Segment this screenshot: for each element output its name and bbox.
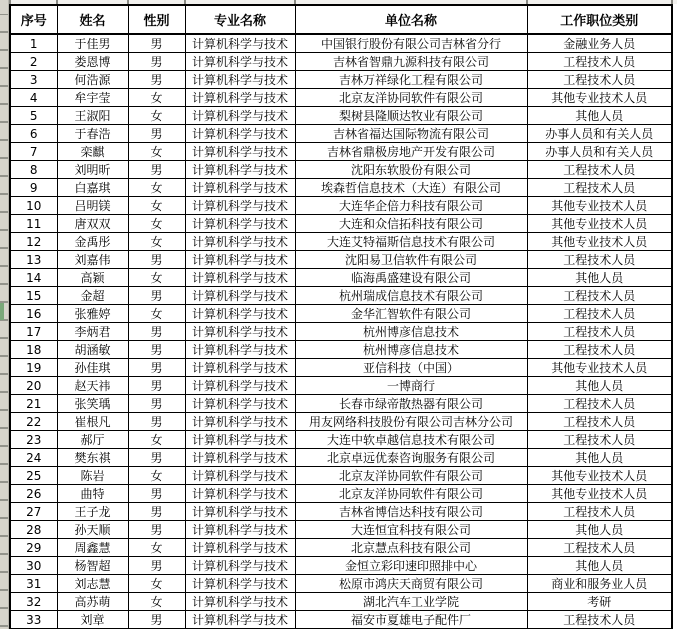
cell-job-category[interactable]: 考研	[527, 593, 672, 611]
cell-name[interactable]: 曲特	[57, 485, 128, 503]
cell-index[interactable]: 21	[10, 395, 57, 413]
cell-index[interactable]: 29	[10, 539, 57, 557]
cell-major[interactable]: 计算机科学与技术	[185, 143, 295, 161]
cell-employer[interactable]: 北京友洋协同软件有限公司	[295, 467, 527, 485]
table-row	[10, 215, 672, 233]
cell-index[interactable]: 15	[10, 287, 57, 305]
cell-name[interactable]: 杨智超	[57, 557, 128, 575]
cell-major[interactable]: 计算机科学与技术	[185, 197, 295, 215]
table-row	[10, 539, 672, 557]
cell-index[interactable]: 14	[10, 269, 57, 287]
cell-job-category[interactable]: 其他人员	[527, 377, 672, 395]
cell-index[interactable]: 31	[10, 575, 57, 593]
col-header-name[interactable]: 姓名	[57, 5, 128, 34]
cell-gender[interactable]: 女	[128, 143, 185, 161]
cell-index[interactable]: 10	[10, 197, 57, 215]
cell-employer[interactable]: 长春市绿帝散热器有限公司	[295, 395, 527, 413]
cell-employer[interactable]: 用友网络科技股份有限公司吉林分公司	[295, 413, 527, 431]
cell-index[interactable]: 28	[10, 521, 57, 539]
cell-name[interactable]: 孙天顺	[57, 521, 128, 539]
cell-name[interactable]: 高苏萌	[57, 593, 128, 611]
cell-major[interactable]: 计算机科学与技术	[185, 305, 295, 323]
cell-major[interactable]: 计算机科学与技术	[185, 71, 295, 89]
cell-employer[interactable]: 杭州博彦信息技术	[295, 323, 527, 341]
cell-major[interactable]: 计算机科学与技术	[185, 359, 295, 377]
cell-index[interactable]: 5	[10, 107, 57, 125]
table-row	[10, 593, 672, 611]
cell-index[interactable]: 3	[10, 71, 57, 89]
cell-job-category[interactable]: 商业和服务业人员	[527, 575, 672, 593]
cell-employer[interactable]: 金华汇智软件有限公司	[295, 305, 527, 323]
cell-name[interactable]: 牟宇莹	[57, 89, 128, 107]
cell-major[interactable]: 计算机科学与技术	[185, 395, 295, 413]
cell-major[interactable]: 计算机科学与技术	[185, 377, 295, 395]
table-row	[10, 431, 672, 449]
results-table	[9, 4, 673, 629]
cell-index[interactable]: 33	[10, 611, 57, 629]
cell-gender[interactable]: 男	[128, 251, 185, 269]
cell-name[interactable]: 娄恩博	[57, 53, 128, 71]
cell-gender[interactable]: 男	[128, 34, 185, 53]
cell-employer[interactable]: 亚信科技（中国）	[295, 359, 527, 377]
cell-job-category[interactable]: 工程技术人员	[527, 323, 672, 341]
cell-job-category[interactable]: 办事人员和有关人员	[527, 143, 672, 161]
cell-gender[interactable]: 女	[128, 593, 185, 611]
cell-employer[interactable]: 北京慧点科技有限公司	[295, 539, 527, 557]
cell-index[interactable]: 32	[10, 593, 57, 611]
cell-name[interactable]: 崔根凡	[57, 413, 128, 431]
cell-job-category[interactable]: 其他人员	[527, 449, 672, 467]
cell-name[interactable]: 李炳君	[57, 323, 128, 341]
table-row	[10, 107, 672, 125]
table-row	[10, 305, 672, 323]
cell-employer[interactable]: 杭州瑞成信息技术有限公司	[295, 287, 527, 305]
cell-major[interactable]: 计算机科学与技术	[185, 233, 295, 251]
cell-major[interactable]: 计算机科学与技术	[185, 161, 295, 179]
table-row	[10, 377, 672, 395]
cell-job-category[interactable]: 工程技术人员	[527, 53, 672, 71]
cell-index[interactable]: 7	[10, 143, 57, 161]
cell-gender[interactable]: 男	[128, 395, 185, 413]
cell-major[interactable]: 计算机科学与技术	[185, 557, 295, 575]
cell-employer[interactable]: 一博商行	[295, 377, 527, 395]
header-row	[10, 5, 672, 34]
cell-index[interactable]: 20	[10, 377, 57, 395]
cell-gender[interactable]: 女	[128, 575, 185, 593]
cell-index[interactable]: 27	[10, 503, 57, 521]
cell-index[interactable]: 13	[10, 251, 57, 269]
cell-index[interactable]: 25	[10, 467, 57, 485]
cell-index[interactable]: 6	[10, 125, 57, 143]
cell-major[interactable]: 计算机科学与技术	[185, 575, 295, 593]
cell-employer[interactable]: 北京卓远优泰咨询服务有限公司	[295, 449, 527, 467]
table-row	[10, 161, 672, 179]
col-header-index[interactable]: 序号	[10, 5, 57, 34]
cell-employer[interactable]: 埃森哲信息技术（大连）有限公司	[295, 179, 527, 197]
table-row	[10, 89, 672, 107]
cell-gender[interactable]: 男	[128, 341, 185, 359]
cell-major[interactable]: 计算机科学与技术	[185, 431, 295, 449]
cell-job-category[interactable]: 其他专业技术人员	[527, 359, 672, 377]
cell-major[interactable]: 计算机科学与技术	[185, 323, 295, 341]
cell-major[interactable]: 计算机科学与技术	[185, 413, 295, 431]
cell-employer[interactable]: 梨树县隆顺达牧业有限公司	[295, 107, 527, 125]
cell-name[interactable]: 王子龙	[57, 503, 128, 521]
cell-name[interactable]: 刘明昕	[57, 161, 128, 179]
cell-gender[interactable]: 男	[128, 125, 185, 143]
table-row	[10, 34, 672, 53]
table-row	[10, 557, 672, 575]
cell-gender[interactable]: 女	[128, 107, 185, 125]
table-body	[10, 34, 672, 629]
cell-index[interactable]: 30	[10, 557, 57, 575]
cell-employer[interactable]: 吉林省博信达科技有限公司	[295, 503, 527, 521]
cell-major[interactable]: 计算机科学与技术	[185, 287, 295, 305]
cell-employer[interactable]: 吉林省福达国际物流有限公司	[295, 125, 527, 143]
cell-index[interactable]: 19	[10, 359, 57, 377]
cell-name[interactable]: 何浩源	[57, 71, 128, 89]
cell-job-category[interactable]: 其他人员	[527, 107, 672, 125]
cell-gender[interactable]: 男	[128, 503, 185, 521]
cell-name[interactable]: 胡涵敏	[57, 341, 128, 359]
cell-name[interactable]: 周鑫慧	[57, 539, 128, 557]
table-row	[10, 359, 672, 377]
cell-gender[interactable]: 女	[128, 233, 185, 251]
cell-name[interactable]: 孙佳琪	[57, 359, 128, 377]
cell-name[interactable]: 张雅婷	[57, 305, 128, 323]
cell-major[interactable]: 计算机科学与技术	[185, 467, 295, 485]
cell-gender[interactable]: 女	[128, 539, 185, 557]
cell-index[interactable]: 18	[10, 341, 57, 359]
cell-employer[interactable]: 临海禹盛建设有限公司	[295, 269, 527, 287]
cell-gender[interactable]: 男	[128, 485, 185, 503]
cell-employer[interactable]: 大连恒宜科技有限公司	[295, 521, 527, 539]
table-row	[10, 413, 672, 431]
cell-major[interactable]: 计算机科学与技术	[185, 107, 295, 125]
cell-index[interactable]: 26	[10, 485, 57, 503]
cell-employer[interactable]: 吉林万祥绿化工程有限公司	[295, 71, 527, 89]
cell-employer[interactable]: 沈阳东软股份有限公司	[295, 161, 527, 179]
cell-name[interactable]: 金超	[57, 287, 128, 305]
cell-gender[interactable]: 女	[128, 179, 185, 197]
cell-employer[interactable]: 福安市夏雄电子配件厂	[295, 611, 527, 629]
col-header-job-category[interactable]: 工作职位类别	[527, 5, 672, 34]
cell-name[interactable]: 金禹彤	[57, 233, 128, 251]
cell-index[interactable]: 16	[10, 305, 57, 323]
table-row	[10, 395, 672, 413]
cell-job-category[interactable]: 其他人员	[527, 269, 672, 287]
cell-job-category[interactable]: 工程技术人员	[527, 305, 672, 323]
cell-major[interactable]: 计算机科学与技术	[185, 611, 295, 629]
selected-row-indicator	[0, 303, 4, 320]
cell-gender[interactable]: 男	[128, 521, 185, 539]
cell-index[interactable]: 4	[10, 89, 57, 107]
cell-employer[interactable]: 大连华企倍力科技有限公司	[295, 197, 527, 215]
cell-major[interactable]: 计算机科学与技术	[185, 125, 295, 143]
cell-employer[interactable]: 中国银行股份有限公司吉林省分行	[295, 34, 527, 53]
cell-name[interactable]: 于佳男	[57, 34, 128, 53]
cell-index[interactable]: 1	[10, 34, 57, 53]
cell-job-category[interactable]: 其他专业技术人员	[527, 215, 672, 233]
cell-major[interactable]: 计算机科学与技术	[185, 269, 295, 287]
cell-major[interactable]: 计算机科学与技术	[185, 593, 295, 611]
cell-gender[interactable]: 女	[128, 197, 185, 215]
cell-name[interactable]: 白嘉琪	[57, 179, 128, 197]
cell-job-category[interactable]: 工程技术人员	[527, 539, 672, 557]
cell-major[interactable]: 计算机科学与技术	[185, 341, 295, 359]
cell-name[interactable]: 栾麒	[57, 143, 128, 161]
cell-gender[interactable]: 男	[128, 323, 185, 341]
cell-job-category[interactable]: 工程技术人员	[527, 287, 672, 305]
cell-major[interactable]: 计算机科学与技术	[185, 485, 295, 503]
cell-job-category[interactable]: 其他专业技术人员	[527, 89, 672, 107]
cell-gender[interactable]: 男	[128, 161, 185, 179]
cell-major[interactable]: 计算机科学与技术	[185, 251, 295, 269]
cell-gender[interactable]: 女	[128, 89, 185, 107]
cell-gender[interactable]: 男	[128, 413, 185, 431]
cell-name[interactable]: 张笑瑀	[57, 395, 128, 413]
cell-employer[interactable]: 松原市鸿庆天商贸有限公司	[295, 575, 527, 593]
cell-index[interactable]: 2	[10, 53, 57, 71]
table-row	[10, 197, 672, 215]
cell-job-category[interactable]: 工程技术人员	[527, 611, 672, 629]
col-header-employer[interactable]: 单位名称	[295, 5, 527, 34]
cell-employer[interactable]: 金恒立彩印速印照排中心	[295, 557, 527, 575]
cell-gender[interactable]: 男	[128, 611, 185, 629]
cell-job-category[interactable]: 其他专业技术人员	[527, 233, 672, 251]
cell-gender[interactable]: 男	[128, 557, 185, 575]
table-row	[10, 251, 672, 269]
cell-gender[interactable]: 女	[128, 215, 185, 233]
table-row	[10, 287, 672, 305]
cell-major[interactable]: 计算机科学与技术	[185, 34, 295, 53]
cell-job-category[interactable]: 办事人员和有关人员	[527, 125, 672, 143]
cell-job-category[interactable]: 工程技术人员	[527, 503, 672, 521]
cell-major[interactable]: 计算机科学与技术	[185, 215, 295, 233]
cell-gender[interactable]: 女	[128, 269, 185, 287]
cell-index[interactable]: 22	[10, 413, 57, 431]
cell-employer[interactable]: 北京友洋协同软件有限公司	[295, 485, 527, 503]
cell-gender[interactable]: 女	[128, 431, 185, 449]
cell-major[interactable]: 计算机科学与技术	[185, 179, 295, 197]
cell-major[interactable]: 计算机科学与技术	[185, 53, 295, 71]
table-row	[10, 575, 672, 593]
cell-employer[interactable]: 大连中软卓越信息技术有限公司	[295, 431, 527, 449]
cell-employer[interactable]: 大连艾特福斯信息技术有限公司	[295, 233, 527, 251]
cell-job-category[interactable]: 工程技术人员	[527, 179, 672, 197]
cell-employer[interactable]: 北京友洋协同软件有限公司	[295, 89, 527, 107]
cell-employer[interactable]: 杭州博彦信息技术	[295, 341, 527, 359]
cell-job-category[interactable]: 其他专业技术人员	[527, 197, 672, 215]
col-header-gender[interactable]: 性别	[128, 5, 185, 34]
cell-name[interactable]: 刘嘉伟	[57, 251, 128, 269]
cell-index[interactable]: 12	[10, 233, 57, 251]
cell-name[interactable]: 刘章	[57, 611, 128, 629]
cell-job-category[interactable]: 其他专业技术人员	[527, 467, 672, 485]
cell-major[interactable]: 计算机科学与技术	[185, 89, 295, 107]
cell-name[interactable]: 赵天祎	[57, 377, 128, 395]
cell-major[interactable]: 计算机科学与技术	[185, 503, 295, 521]
cell-name[interactable]: 郝厅	[57, 431, 128, 449]
table-row	[10, 233, 672, 251]
table-row	[10, 341, 672, 359]
cell-index[interactable]: 9	[10, 179, 57, 197]
table-row	[10, 53, 672, 71]
cell-job-category[interactable]: 工程技术人员	[527, 341, 672, 359]
table-row	[10, 485, 672, 503]
cell-index[interactable]: 24	[10, 449, 57, 467]
table-row	[10, 449, 672, 467]
cell-name[interactable]: 刘志慧	[57, 575, 128, 593]
cell-index[interactable]: 11	[10, 215, 57, 233]
cell-name[interactable]: 王淑阳	[57, 107, 128, 125]
table-row	[10, 521, 672, 539]
cell-gender[interactable]: 女	[128, 305, 185, 323]
cell-employer[interactable]: 吉林省智鼎九源科技有限公司	[295, 53, 527, 71]
cell-index[interactable]: 8	[10, 161, 57, 179]
cell-gender[interactable]: 男	[128, 359, 185, 377]
cell-employer[interactable]: 沈阳易卫信软件有限公司	[295, 251, 527, 269]
cell-job-category[interactable]: 工程技术人员	[527, 71, 672, 89]
table-row	[10, 125, 672, 143]
cell-job-category[interactable]: 工程技术人员	[527, 251, 672, 269]
table-row	[10, 467, 672, 485]
cell-gender[interactable]: 男	[128, 287, 185, 305]
cell-job-category[interactable]: 工程技术人员	[527, 161, 672, 179]
cell-job-category[interactable]: 金融业务人员	[527, 34, 672, 53]
cell-name[interactable]: 陈岩	[57, 467, 128, 485]
cell-index[interactable]: 17	[10, 323, 57, 341]
cell-job-category[interactable]: 工程技术人员	[527, 413, 672, 431]
cell-job-category[interactable]: 其他人员	[527, 521, 672, 539]
cell-name[interactable]: 于春浩	[57, 125, 128, 143]
cell-job-category[interactable]: 其他人员	[527, 557, 672, 575]
cell-gender[interactable]: 男	[128, 71, 185, 89]
cell-employer[interactable]: 吉林省鼎极房地产开发有限公司	[295, 143, 527, 161]
table-row	[10, 611, 672, 629]
cell-name[interactable]: 唐双双	[57, 215, 128, 233]
cell-gender[interactable]: 男	[128, 377, 185, 395]
cell-employer[interactable]: 大连和众信拓科技有限公司	[295, 215, 527, 233]
table-row	[10, 179, 672, 197]
cell-name[interactable]: 樊东祺	[57, 449, 128, 467]
cell-job-category[interactable]: 其他专业技术人员	[527, 485, 672, 503]
cell-job-category[interactable]: 工程技术人员	[527, 395, 672, 413]
cell-major[interactable]: 计算机科学与技术	[185, 539, 295, 557]
cell-major[interactable]: 计算机科学与技术	[185, 521, 295, 539]
table-row	[10, 323, 672, 341]
cell-index[interactable]: 23	[10, 431, 57, 449]
col-header-major[interactable]: 专业名称	[185, 5, 295, 34]
table-row	[10, 143, 672, 161]
table-row	[10, 503, 672, 521]
cell-gender[interactable]: 男	[128, 449, 185, 467]
table-row	[10, 71, 672, 89]
cell-job-category[interactable]: 工程技术人员	[527, 431, 672, 449]
table-row	[10, 269, 672, 287]
cell-employer[interactable]: 湖北汽车工业学院	[295, 593, 527, 611]
cell-name[interactable]: 高颖	[57, 269, 128, 287]
cell-name[interactable]: 吕明镁	[57, 197, 128, 215]
cell-gender[interactable]: 女	[128, 467, 185, 485]
cell-major[interactable]: 计算机科学与技术	[185, 449, 295, 467]
cell-gender[interactable]: 男	[128, 53, 185, 71]
